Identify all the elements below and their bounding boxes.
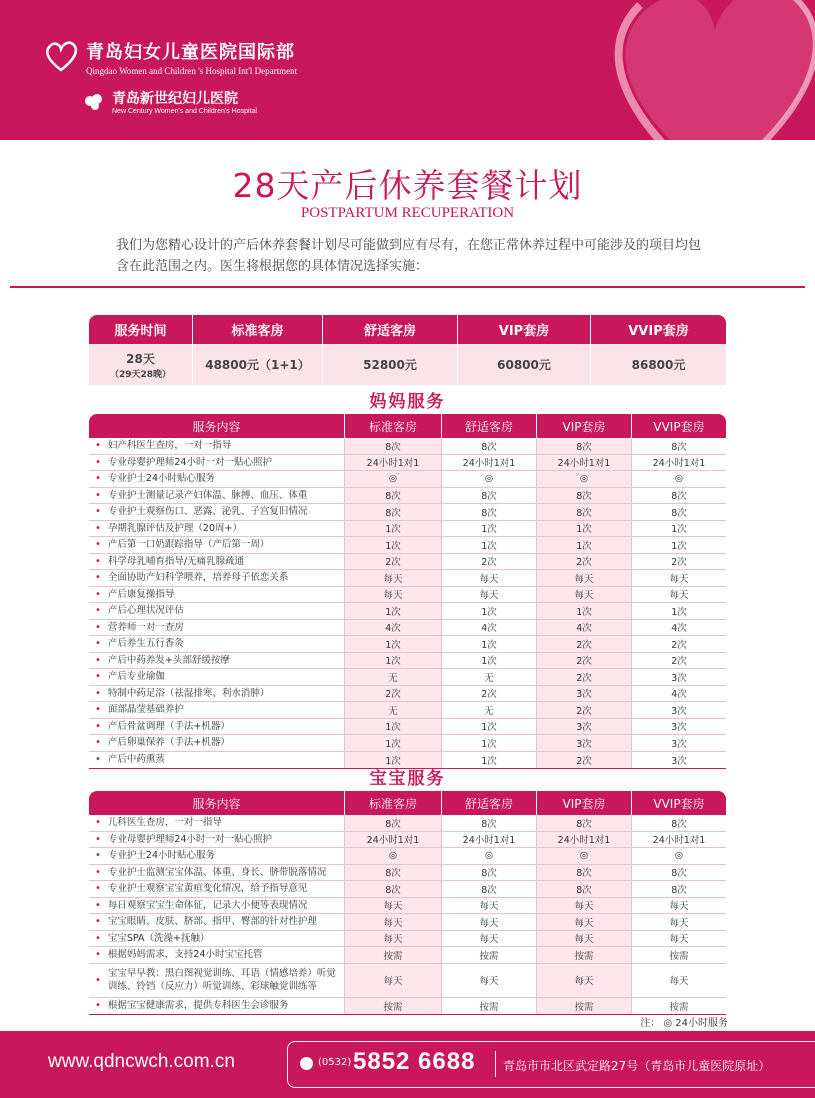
service-value: 8次 xyxy=(345,881,442,897)
service-value: 每天 xyxy=(442,931,537,947)
service-item: • 科学母乳哺育指导/无痛乳腺疏通 xyxy=(89,554,345,570)
price-vip: 60800元 xyxy=(458,344,591,385)
service-value: 每天 xyxy=(442,964,537,997)
mom-service-table xyxy=(89,414,726,769)
service-item: • 专业护士测量记录产妇体温、脉搏、血压、体重 xyxy=(89,488,345,504)
service-value: 8次 xyxy=(671,868,687,880)
service-value: 4次 xyxy=(345,620,442,636)
service-value: 24小时1对1 xyxy=(652,835,706,847)
service-value: 1次 xyxy=(345,719,442,735)
table-row xyxy=(89,947,726,964)
price-header-cell: 舒适客房 xyxy=(323,315,458,344)
service-value: 8次 xyxy=(537,504,632,520)
service-value: 2次 xyxy=(537,702,632,718)
service-item: • 产后中药熏蒸 xyxy=(89,752,345,769)
service-value: 1次 xyxy=(671,524,687,536)
service-item: • 专业护士监测宝宝体温、体重、身长、脐带脱落情况 xyxy=(89,865,345,881)
table-header-row xyxy=(89,414,726,438)
separator xyxy=(495,1051,496,1077)
service-value: 24小时1对1 xyxy=(442,832,537,848)
service-item: • 产后康复操指导 xyxy=(89,587,345,603)
service-item: • 面部晶莹基础养护 xyxy=(89,702,345,718)
service-value: 8次 xyxy=(345,504,442,520)
table-row xyxy=(89,686,726,703)
service-value: 按需 xyxy=(442,947,537,963)
service-item: • 产后养生五行香灸 xyxy=(89,636,345,652)
service-value: 4次 xyxy=(537,620,632,636)
table-header-cell: VVIP套房 xyxy=(632,791,726,815)
service-value: 24小时1对1 xyxy=(345,455,442,471)
service-value: ◎ xyxy=(537,471,632,487)
price-header-cell: VIP套房 xyxy=(458,315,591,344)
service-value: 8次 xyxy=(537,815,632,831)
service-value: 8次 xyxy=(537,488,632,504)
service-value: 每天 xyxy=(669,590,689,602)
price-header-cell: 标准客房 xyxy=(193,315,323,344)
service-value: 按需 xyxy=(669,1001,689,1013)
hospital-logo-primary xyxy=(42,38,297,76)
table-row xyxy=(89,521,726,538)
service-value: 每天 xyxy=(537,931,632,947)
service-item: • 专业母婴护理师24小时一对一贴心照护 xyxy=(89,832,345,848)
table-row xyxy=(89,898,726,915)
service-value: ◎ xyxy=(537,848,632,864)
service-value: 2次 xyxy=(345,554,442,570)
service-value: 3次 xyxy=(671,722,687,734)
table-row xyxy=(89,603,726,620)
service-value: 1次 xyxy=(442,636,537,652)
service-value: 1次 xyxy=(671,606,687,618)
service-value: 按需 xyxy=(537,947,632,963)
service-item: • 全面协助产妇科学喂养，培养母子依恋关系 xyxy=(89,570,345,586)
service-value: 8次 xyxy=(345,438,442,454)
service-item: • 孕期乳腺评估及护理（20周+） xyxy=(89,521,345,537)
phone-number[interactable]: 5852 6688 xyxy=(353,1048,476,1075)
service-value: 24小时1对1 xyxy=(345,832,442,848)
service-value: 2次 xyxy=(537,752,632,769)
service-value: 3次 xyxy=(671,672,687,684)
service-value: 按需 xyxy=(442,998,537,1015)
service-value: 3次 xyxy=(671,755,687,767)
service-value: 24小时1对1 xyxy=(652,458,706,470)
table-header-row xyxy=(89,791,726,815)
table-row xyxy=(89,702,726,719)
service-item: • 专业母婴护理师24小时一对一贴心照护 xyxy=(89,455,345,471)
service-value: 每天 xyxy=(669,976,689,987)
service-item: • 宝宝眼睛、皮肤、脐部、指甲、臀部的针对性护理 xyxy=(89,914,345,930)
service-value: 每天 xyxy=(345,898,442,914)
service-value: 8次 xyxy=(442,865,537,881)
price-vvip: 86800元 xyxy=(631,358,686,372)
hospital-logo-secondary xyxy=(82,88,257,115)
service-value: 每天 xyxy=(537,898,632,914)
table-row xyxy=(89,881,726,898)
service-value: 无 xyxy=(442,702,537,718)
service-value: 8次 xyxy=(671,884,687,896)
service-value: 4次 xyxy=(671,689,687,701)
service-value: 按需 xyxy=(669,950,689,962)
service-value: 按需 xyxy=(345,947,442,963)
table-row xyxy=(89,998,726,1015)
table-row xyxy=(89,537,726,554)
intro-text: 我们为您精心设计的产后休养套餐计划尽可能做到应有尽有，在您正常休养过程中可能涉及的项目均包含在此范围之内。医生将根据您的具体情况选择实施： xyxy=(116,238,702,274)
service-value: 每天 xyxy=(669,573,689,585)
service-item: • 产后心理状况评估 xyxy=(89,603,345,619)
service-value: 8次 xyxy=(442,488,537,504)
service-value: ◎ xyxy=(674,850,684,862)
divider xyxy=(10,286,805,288)
service-value: ◎ xyxy=(674,473,684,485)
service-value: 每天 xyxy=(345,914,442,930)
service-value: 每天 xyxy=(442,587,537,603)
service-value: 每天 xyxy=(345,964,442,997)
service-value: 8次 xyxy=(442,881,537,897)
service-value: 8次 xyxy=(442,504,537,520)
service-value: 每天 xyxy=(442,570,537,586)
logo1-cn: 青岛妇女儿童医院国际部 xyxy=(86,42,295,63)
service-value: 每天 xyxy=(537,587,632,603)
service-item: • 专业护士观察伤口、恶露、泌乳、子宫复旧情况 xyxy=(89,504,345,520)
table-row xyxy=(89,848,726,865)
service-value: 1次 xyxy=(345,521,442,537)
service-item: • 产后中药养发+头部舒缓按摩 xyxy=(89,653,345,669)
table-row xyxy=(89,914,726,931)
table-header-cell: 服务内容 xyxy=(89,414,345,438)
table-row xyxy=(89,931,726,948)
service-value: 2次 xyxy=(671,656,687,668)
duration-sub: （29天28晚） xyxy=(109,369,172,380)
page-title: 28天产后休养套餐计划 xyxy=(232,166,583,205)
service-item: • 每日观察宝宝生命体征，记录大小便等表现情况 xyxy=(89,898,345,914)
service-item: • 妇产科医生查房，一对一指导 xyxy=(89,438,345,454)
service-value: ◎ xyxy=(345,848,442,864)
service-value: 1次 xyxy=(671,540,687,552)
table-header-cell: 舒适客房 xyxy=(442,414,537,438)
service-value: 1次 xyxy=(345,636,442,652)
service-item: • 营养师一对一查房 xyxy=(89,620,345,636)
service-value: 3次 xyxy=(671,705,687,717)
service-value: 1次 xyxy=(537,521,632,537)
table-row xyxy=(89,735,726,752)
service-value: ◎ xyxy=(442,471,537,487)
service-value: 2次 xyxy=(537,653,632,669)
service-value: 每天 xyxy=(669,901,689,913)
service-value: 1次 xyxy=(442,603,537,619)
service-value: 24小时1对1 xyxy=(537,455,632,471)
table-row xyxy=(89,554,726,571)
heart-icon xyxy=(585,0,815,140)
table-row xyxy=(89,587,726,604)
table-row xyxy=(89,455,726,472)
service-value: 2次 xyxy=(537,636,632,652)
service-item: • 宝宝SPA（洗澡+抚触） xyxy=(89,931,345,947)
service-value: 每天 xyxy=(442,914,537,930)
table-header-cell: 服务内容 xyxy=(89,791,345,815)
service-value: 24小时1对1 xyxy=(537,832,632,848)
table-row xyxy=(89,504,726,521)
table-row xyxy=(89,719,726,736)
price-header-cell: VVIP套房 xyxy=(591,315,726,344)
mom-section-title: 妈妈服务 xyxy=(369,392,446,412)
price-header-cell: 服务时间 xyxy=(89,315,193,344)
header-banner xyxy=(0,0,815,140)
service-value: 8次 xyxy=(537,438,632,454)
service-item: • 宝宝早早教：黑白图视觉训练、耳语（情感培养）听觉训练、铃铛（反应力）听觉训练、彩球触觉训练等 xyxy=(89,964,345,997)
service-item: • 专业护士24小时贴心服务 xyxy=(89,471,345,487)
baby-service-table xyxy=(89,791,726,1015)
service-value: 1次 xyxy=(442,653,537,669)
service-item: • 产后卵巢保养（手法+机器） xyxy=(89,735,345,751)
service-item: • 儿科医生查房，一对一指导 xyxy=(89,815,345,831)
service-value: 2次 xyxy=(345,686,442,702)
service-value: 4次 xyxy=(671,623,687,635)
service-value: 每天 xyxy=(537,964,632,997)
service-value: 3次 xyxy=(537,735,632,751)
table-row xyxy=(89,832,726,849)
price-table xyxy=(89,315,726,385)
service-value: 2次 xyxy=(537,554,632,570)
service-value: 每天 xyxy=(537,914,632,930)
table-row xyxy=(89,438,726,455)
price-value-row xyxy=(89,344,726,385)
service-value: 无 xyxy=(345,702,442,718)
table-header-cell: 舒适客房 xyxy=(442,791,537,815)
table-header-cell: 标准客房 xyxy=(345,791,442,815)
service-item: • 根据妈妈需求，支持24小时宝宝托管 xyxy=(89,947,345,963)
table-header-cell: VIP套房 xyxy=(537,414,632,438)
service-value: 每天 xyxy=(345,570,442,586)
service-value: 8次 xyxy=(442,438,537,454)
service-value: 3次 xyxy=(537,719,632,735)
service-value: ◎ xyxy=(442,848,537,864)
service-value: 8次 xyxy=(345,488,442,504)
service-item: • 产后骨盆调理（手法+机器） xyxy=(89,719,345,735)
table-row xyxy=(89,620,726,637)
service-value: 2次 xyxy=(442,554,537,570)
price-header-row xyxy=(89,315,726,344)
service-value: 8次 xyxy=(345,815,442,831)
baby-section-title: 宝宝服务 xyxy=(369,769,446,789)
service-item: • 产后第一口奶跟踪指导（产后第一周） xyxy=(89,537,345,553)
service-value: 3次 xyxy=(537,686,632,702)
service-value: 1次 xyxy=(442,735,537,751)
table-row xyxy=(89,488,726,505)
service-value: 1次 xyxy=(537,603,632,619)
service-value: 8次 xyxy=(671,491,687,503)
logo2-en: New Century Women's and Children's Hospital xyxy=(112,108,257,115)
service-item: • 根据宝宝健康需求，提供专科医生会诊服务 xyxy=(89,998,345,1015)
address: 青岛市市北区武定路27号（青岛市儿童医院原址） xyxy=(503,1059,771,1073)
price-standard: 48800元（1+1） xyxy=(193,344,323,385)
table-header-cell: VIP套房 xyxy=(537,791,632,815)
service-value: 每天 xyxy=(669,934,689,946)
table-header-cell: 标准客房 xyxy=(345,414,442,438)
service-value: 1次 xyxy=(537,537,632,553)
service-item: • 专业护士观察宝宝黄疸变化情况，给予指导意见 xyxy=(89,881,345,897)
service-item: • 专业护士24小时贴心服务 xyxy=(89,848,345,864)
table-row xyxy=(89,865,726,882)
service-value: 8次 xyxy=(671,818,687,830)
service-value: 2次 xyxy=(671,557,687,569)
duration: 28天 xyxy=(126,351,155,366)
table-row xyxy=(89,636,726,653)
service-value: 4次 xyxy=(442,620,537,636)
service-value: 1次 xyxy=(345,537,442,553)
service-value: 按需 xyxy=(345,998,442,1015)
footer xyxy=(0,1031,815,1098)
table-row xyxy=(89,570,726,587)
service-value: 每天 xyxy=(345,931,442,947)
phone-icon xyxy=(300,1057,313,1070)
service-item: • 产后专业瑜伽 xyxy=(89,669,345,685)
area-code: (0532) xyxy=(318,1057,352,1068)
service-value: 1次 xyxy=(442,537,537,553)
service-value: 1次 xyxy=(345,752,442,769)
service-value: 每天 xyxy=(345,587,442,603)
table-row xyxy=(89,669,726,686)
service-value: 1次 xyxy=(442,521,537,537)
duration-cell xyxy=(89,344,193,385)
table-row xyxy=(89,964,726,998)
table-row xyxy=(89,471,726,488)
page-subtitle: POSTPARTUM RECUPERATION xyxy=(300,205,515,221)
service-value: 每天 xyxy=(537,570,632,586)
table-row xyxy=(89,815,726,832)
service-value: 8次 xyxy=(537,865,632,881)
service-value: 1次 xyxy=(442,752,537,769)
price-comfort: 52800元 xyxy=(323,344,458,385)
service-value: 每天 xyxy=(442,898,537,914)
service-value: ◎ xyxy=(345,471,442,487)
service-value: 每天 xyxy=(669,917,689,929)
table-row xyxy=(89,653,726,670)
service-value: 8次 xyxy=(671,441,687,453)
service-value: 1次 xyxy=(345,603,442,619)
table-header-cell: VVIP套房 xyxy=(632,414,726,438)
service-item: • 特制中药足浴（祛湿排寒、利水消肿） xyxy=(89,686,345,702)
service-value: 8次 xyxy=(345,865,442,881)
service-value: 无 xyxy=(442,669,537,685)
service-value: 1次 xyxy=(442,719,537,735)
service-value: 2次 xyxy=(671,639,687,651)
service-value: 8次 xyxy=(537,881,632,897)
service-value: 1次 xyxy=(345,653,442,669)
flower-logo-icon xyxy=(82,91,106,113)
service-value: 8次 xyxy=(442,815,537,831)
service-value: 24小时1对1 xyxy=(442,455,537,471)
legend-note: 注： ◎ 24小时服务 xyxy=(640,1018,728,1029)
service-value: 1次 xyxy=(345,735,442,751)
service-value: 8次 xyxy=(671,507,687,519)
service-value: 按需 xyxy=(537,998,632,1015)
service-value: 2次 xyxy=(537,669,632,685)
logo2-cn: 青岛新世纪妇儿医院 xyxy=(112,91,238,107)
logo1-en: Qingdao Women and Children 's Hospital Int'l Department xyxy=(86,66,298,76)
website-link[interactable]: www.qdncwch.com.cn xyxy=(48,1051,235,1072)
service-value: 无 xyxy=(345,669,442,685)
service-value: 3次 xyxy=(671,738,687,750)
heart-logo-icon xyxy=(42,38,80,74)
service-value: 2次 xyxy=(442,686,537,702)
